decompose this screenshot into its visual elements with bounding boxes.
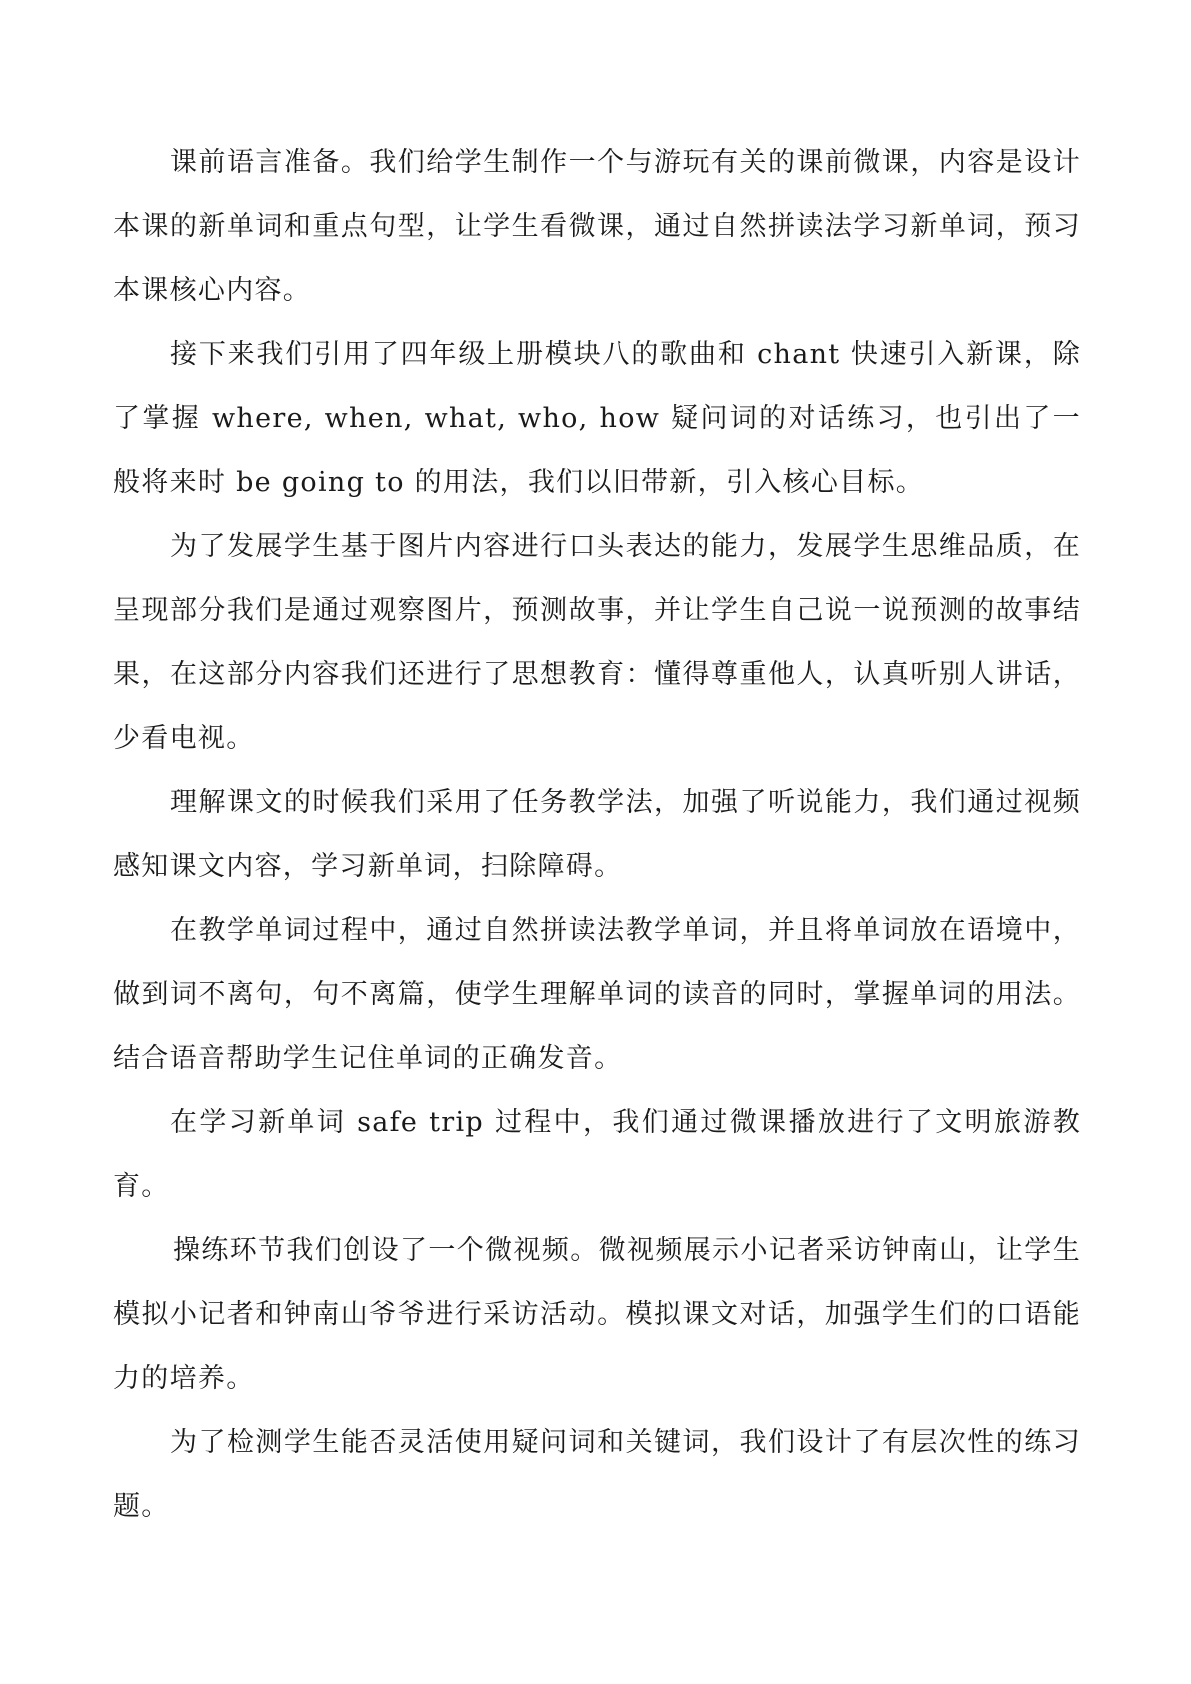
document-body (113, 131, 1081, 1539)
paragraph-pre-class-preparation: 课前语言准备。我们给学生制作一个与游玩有关的课前微课，内容是设计本课的新单词和重点句型，让学生看微课，通过自然拼读法学习新单词，预习本课核心内容。 (113, 147, 1081, 306)
paragraph-safe-trip: 在学习新单词 safe trip 过程中，我们通过微课播放进行了文明旅游教育。 (113, 1107, 1081, 1202)
paragraph-phonics-vocabulary: 在教学单词过程中，通过自然拼读法教学单词，并且将单词放在语境中，做到词不离句，句不离篇，使学生理解单词的读音的同时，掌握单词的用法。结合语音帮助学生记住单词的正确发音。 (113, 915, 1081, 1074)
paragraph-practice-video: 操练环节我们创设了一个微视频。微视频展示小记者采访钟南山，让学生模拟小记者和钟南山爷爷进行采访活动。模拟课文对话，加强学生们的口语能力的培养。 (113, 1235, 1081, 1394)
paragraph-exercises: 为了检测学生能否灵活使用疑问词和关键词，我们设计了有层次性的练习题。 (113, 1427, 1081, 1522)
paragraph-task-based-teaching: 理解课文的时候我们采用了任务教学法，加强了听说能力，我们通过视频感知课文内容，学习新单词，扫除障碍。 (113, 787, 1081, 882)
paragraph-song-and-chant: 接下来我们引用了四年级上册模块八的歌曲和 chant 快速引入新课，除了掌握 where, when, what, who, how 疑问词的对话练习，也引出了一般将来时 be going to 的用法，我们以旧带新，引入核心目标。 (113, 339, 1081, 498)
paragraph-picture-prediction: 为了发展学生基于图片内容进行口头表达的能力，发展学生思维品质，在呈现部分我们是通过观察图片，预测故事，并让学生自己说一说预测的故事结果，在这部分内容我们还进行了思想教育：懂得尊重他人，认真听别人讲话，少看电视。 (113, 531, 1081, 754)
